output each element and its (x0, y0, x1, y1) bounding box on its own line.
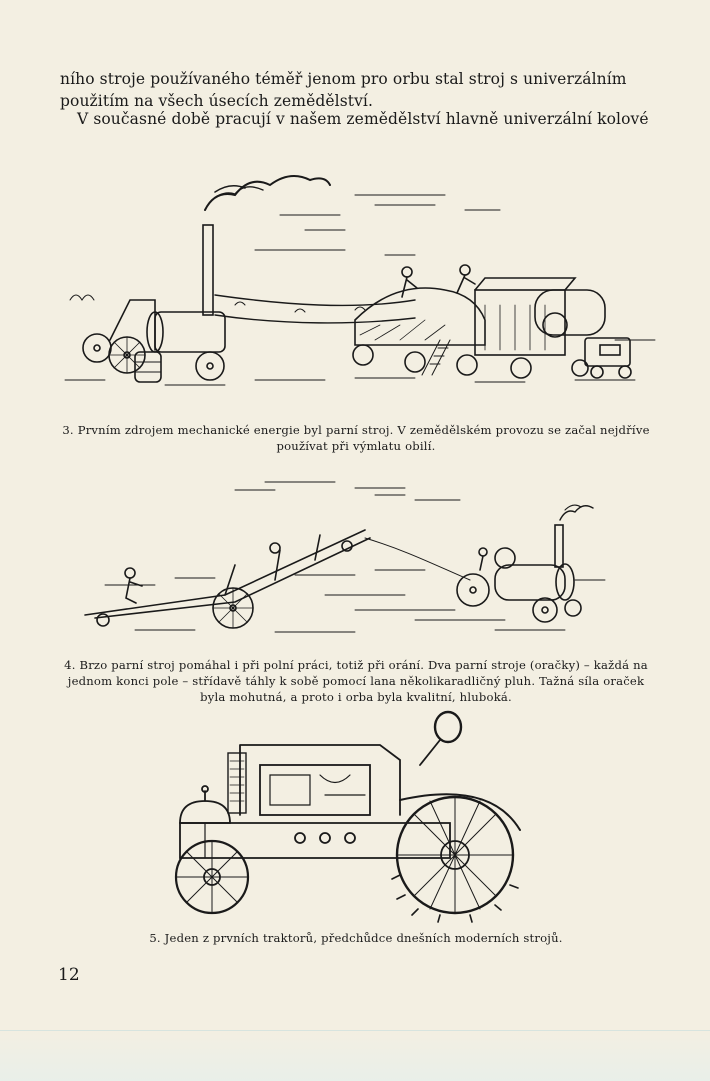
body-paragraph-2: V současné době pracují v našem zemědělství hlavně univerzální kolové (77, 110, 649, 128)
page-bottom-edge (0, 1030, 710, 1081)
figure-3-caption: 3. Prvním zdrojem mechanické energie byl parní stroj. V zemědělském provozu se začal nejdříve používat při výmlatu obilí. (62, 423, 650, 453)
page-number: 12 (58, 965, 80, 985)
figure-4-caption: 4. Brzo parní stroj pomáhal i při polní práci, totiž při orání. Dva parní stroje (oračky) – každá na jednom konci pole – střídavě táhly k sobě pomocí lana několikaradličný pluh. Tažná síla oraček byla mohutná, a proto i orba byla kvalitní, hluboká. (64, 658, 648, 704)
body-paragraph-1: ního stroje používaného téměř jenom pro orbu stal stroj s univerzálním použitím na všech úsecích zemědělství. (60, 70, 627, 110)
figure-5-caption: 5. Jeden z prvních traktorů, předchůdce dnešních moderních strojů. (149, 931, 563, 945)
figure-early-tractor-illustration (150, 705, 530, 925)
figure-steam-threshing-illustration (55, 140, 675, 410)
figure-steam-ploughing-illustration (75, 470, 620, 640)
